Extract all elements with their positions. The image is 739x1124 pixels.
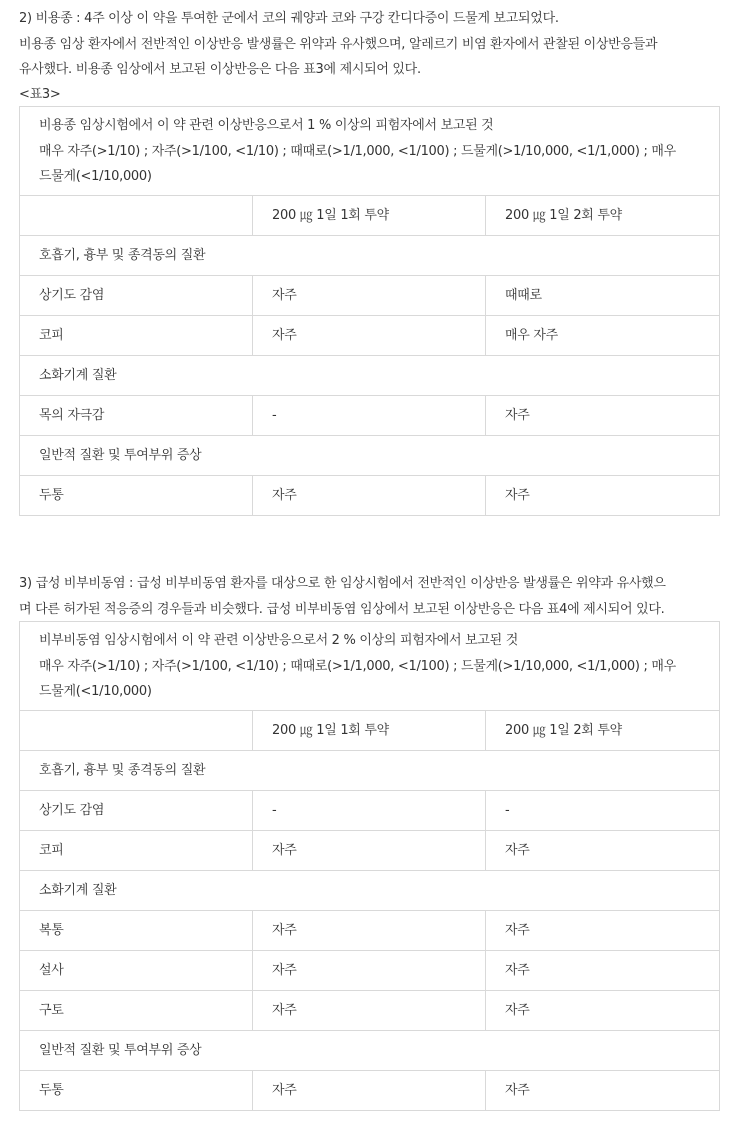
section-2-paragraph bbox=[19, 6, 719, 83]
table-4-body bbox=[20, 622, 720, 1111]
table-cell: 상기도 감염 bbox=[20, 790, 253, 830]
table-cell: 상기도 감염 bbox=[20, 275, 253, 315]
table-caption-line: 비부비동염 임상시험에서 이 약 관련 이상반응으로서 2 % 이상의 피험자에서 보고된 것 bbox=[39, 633, 518, 648]
table-category-row bbox=[20, 750, 720, 790]
table-caption-line: 드물게(<1/10,000) bbox=[39, 684, 152, 699]
table-header-cell bbox=[20, 195, 253, 235]
table-caption-row bbox=[20, 107, 720, 196]
table-caption-row bbox=[20, 622, 720, 711]
table-cell: 자주 bbox=[253, 950, 486, 990]
table-caption-line: 매우 자주(>1/10) ; 자주(>1/100, <1/10) ; 때때로(>1/1,000, <1/100) ; 드물게(>1/10,000, <1/1,000) ; 매우 bbox=[39, 658, 676, 674]
table-cell: 두통 bbox=[20, 475, 253, 515]
table-cell: 자주 bbox=[253, 990, 486, 1030]
table-4 bbox=[19, 621, 720, 1111]
table-3 bbox=[19, 106, 720, 516]
table-cell: 자주 bbox=[253, 475, 486, 515]
table-category-cell: 소화기계 질환 bbox=[20, 870, 720, 910]
table-cell: 설사 bbox=[20, 950, 253, 990]
table-header-cell: 200 ㎍ 1일 2회 투약 bbox=[486, 710, 720, 750]
table-category-cell: 일반적 질환 및 투여부위 증상 bbox=[20, 435, 720, 475]
table-category-row bbox=[20, 235, 720, 275]
section-3-line: 3) 급성 비부비동염 : 급성 비부비동염 환자를 대상으로 한 임상시험에서 전반적인 이상반응 발생률은 위약과 유사했으 bbox=[19, 576, 666, 591]
table-header-cell: 200 ㎍ 1일 1회 투약 bbox=[253, 195, 486, 235]
section-2-line: 2) 비용종 : 4주 이상 이 약을 투여한 군에서 코의 궤양과 코와 구강 칸디다증이 드물게 보고되었다. bbox=[19, 11, 559, 26]
table-cell: 매우 자주 bbox=[486, 315, 720, 355]
table-header-row bbox=[20, 195, 720, 235]
table-category-row bbox=[20, 435, 720, 475]
table-cell: 자주 bbox=[486, 910, 720, 950]
section-2-line: 유사했다. 비용종 임상에서 보고된 이상반응은 다음 표3에 제시되어 있다. bbox=[19, 62, 421, 77]
table-cell: - bbox=[253, 790, 486, 830]
table-cell: 자주 bbox=[253, 1070, 486, 1110]
table-row bbox=[20, 830, 720, 870]
table-cell: 코피 bbox=[20, 830, 253, 870]
table-header-row bbox=[20, 710, 720, 750]
table-cell: 자주 bbox=[486, 395, 720, 435]
table-row bbox=[20, 910, 720, 950]
table-category-cell: 호흡기, 흉부 및 종격동의 질환 bbox=[20, 750, 720, 790]
table-cell: - bbox=[486, 790, 720, 830]
table-header-cell: 200 ㎍ 1일 2회 투약 bbox=[486, 195, 720, 235]
table-cell: 자주 bbox=[486, 950, 720, 990]
table-cell: 자주 bbox=[486, 475, 720, 515]
table-row bbox=[20, 790, 720, 830]
table-3-body bbox=[20, 107, 720, 516]
table-caption-line: 비용종 임상시험에서 이 약 관련 이상반응으로서 1 % 이상의 피험자에서 보고된 것 bbox=[39, 118, 494, 133]
table-row bbox=[20, 315, 720, 355]
table-category-row bbox=[20, 870, 720, 910]
table-cell: 때때로 bbox=[486, 275, 720, 315]
table-row bbox=[20, 1070, 720, 1110]
table-cell: 자주 bbox=[253, 315, 486, 355]
table-category-cell: 일반적 질환 및 투여부위 증상 bbox=[20, 1030, 720, 1070]
table-cell: 자주 bbox=[253, 910, 486, 950]
table-cell: 목의 자극감 bbox=[20, 395, 253, 435]
table-category-row bbox=[20, 1030, 720, 1070]
table-row bbox=[20, 275, 720, 315]
table-category-cell: 호흡기, 흉부 및 종격동의 질환 bbox=[20, 235, 720, 275]
table-category-row bbox=[20, 355, 720, 395]
table-row bbox=[20, 950, 720, 990]
table-cell: 구토 bbox=[20, 990, 253, 1030]
table-caption-cell bbox=[20, 622, 720, 711]
table-caption-line: 매우 자주(>1/10) ; 자주(>1/100, <1/10) ; 때때로(>1/1,000, <1/100) ; 드물게(>1/10,000, <1/1,000) ; 매우 bbox=[39, 143, 676, 159]
section-2-line: 비용종 임상 환자에서 전반적인 이상반응 발생률은 위약과 유사했으며, 알레르기 비염 환자에서 관찰된 이상반응들과 bbox=[19, 36, 658, 52]
table-caption-line: 드물게(<1/10,000) bbox=[39, 169, 152, 184]
table-row bbox=[20, 990, 720, 1030]
table-cell: 코피 bbox=[20, 315, 253, 355]
table-header-cell: 200 ㎍ 1일 1회 투약 bbox=[253, 710, 486, 750]
table-caption-cell bbox=[20, 107, 720, 196]
table-category-cell: 소화기계 질환 bbox=[20, 355, 720, 395]
table-cell: 두통 bbox=[20, 1070, 253, 1110]
section-3-line: 며 다른 허가된 적응증의 경우들과 비슷했다. 급성 비부비동염 임상에서 보고된 이상반응은 다음 표4에 제시되어 있다. bbox=[19, 601, 665, 617]
table-cell: 자주 bbox=[253, 275, 486, 315]
table-cell: 자주 bbox=[253, 830, 486, 870]
table-cell: 복통 bbox=[20, 910, 253, 950]
table-cell: 자주 bbox=[486, 1070, 720, 1110]
table-header-cell bbox=[20, 710, 253, 750]
table-cell: 자주 bbox=[486, 990, 720, 1030]
table-cell: 자주 bbox=[486, 830, 720, 870]
table-cell: - bbox=[253, 395, 486, 435]
table-row bbox=[20, 395, 720, 435]
section-3-paragraph bbox=[19, 571, 719, 622]
table-3-label: <표3> bbox=[19, 87, 61, 102]
table-row bbox=[20, 475, 720, 515]
